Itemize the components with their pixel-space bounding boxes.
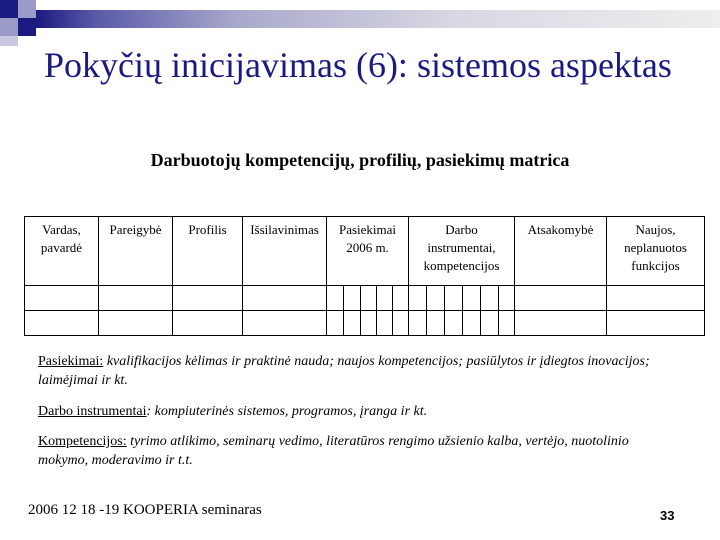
table-cell [173, 311, 243, 336]
note-key: Pasiekimai: [38, 354, 104, 369]
table-row [25, 286, 705, 311]
decor-square [0, 36, 18, 46]
table-cell [515, 311, 607, 336]
slide-title: Pokyčių inicijavimas (6): sistemos aspektas [44, 45, 672, 85]
header-gradient-bar [36, 10, 720, 28]
page-number: 33 [660, 508, 675, 523]
decor-square [0, 0, 18, 18]
note-value: : kompiuterinės sistemos, programos, įranga ir kt. [146, 404, 428, 419]
note-work-tools [38, 402, 678, 421]
competency-matrix-table [24, 216, 705, 336]
table-cell [515, 286, 607, 311]
header-cell-achievements: Pasiekimai 2006 m. [327, 217, 409, 286]
note-value: kvalifikacijos kėlimas ir praktinė nauda; naujos kompetencijos; pasiūlytos ir įdiegtos inovacijos; laimėjimai ir kt. [38, 354, 650, 388]
header-cell-position: Pareigybė [99, 217, 173, 286]
header-cell-education: Išsilavinimas [243, 217, 327, 286]
header-cell-new-functions: Naujos, neplanuotos funkcijos [607, 217, 705, 286]
table-cell-split [409, 286, 515, 311]
decor-square [18, 18, 36, 36]
table-header-row [25, 217, 705, 286]
table-cell [25, 311, 99, 336]
header-cell-tools-competencies: Darbo instrumentai, kompetencijos [409, 217, 515, 286]
table-cell [243, 311, 327, 336]
header-cell-name: Vardas, pavardė [25, 217, 99, 286]
table-cell-split [409, 311, 515, 336]
table-cell [607, 286, 705, 311]
slide-footer: 2006 12 18 -19 KOOPERIA seminaras [28, 502, 262, 518]
decor-square [0, 18, 18, 36]
header-cell-profile: Profilis [173, 217, 243, 286]
table-cell-split [327, 286, 409, 311]
table-row [25, 311, 705, 336]
note-achievements [38, 352, 678, 390]
table-caption: Darbuotojų kompetencijų, profilių, pasiekimų matrica [150, 150, 570, 170]
table-cell [99, 311, 173, 336]
table-cell-split [327, 311, 409, 336]
note-key: Darbo instrumentai [38, 404, 147, 419]
table-cell [243, 286, 327, 311]
table-cell [99, 286, 173, 311]
note-value: tyrimo atlikimo, seminarų vedimo, literatūros rengimo užsienio kalba, vertėjo, nuotolinio mokymo, moderavimo ir t.t. [38, 434, 629, 468]
table-cell [607, 311, 705, 336]
table-cell [173, 286, 243, 311]
table-cell [25, 286, 99, 311]
decor-square [18, 0, 36, 18]
note-key: Kompetencijos: [38, 434, 127, 449]
header-cell-responsibility: Atsakomybė [515, 217, 607, 286]
note-competencies [38, 432, 678, 470]
